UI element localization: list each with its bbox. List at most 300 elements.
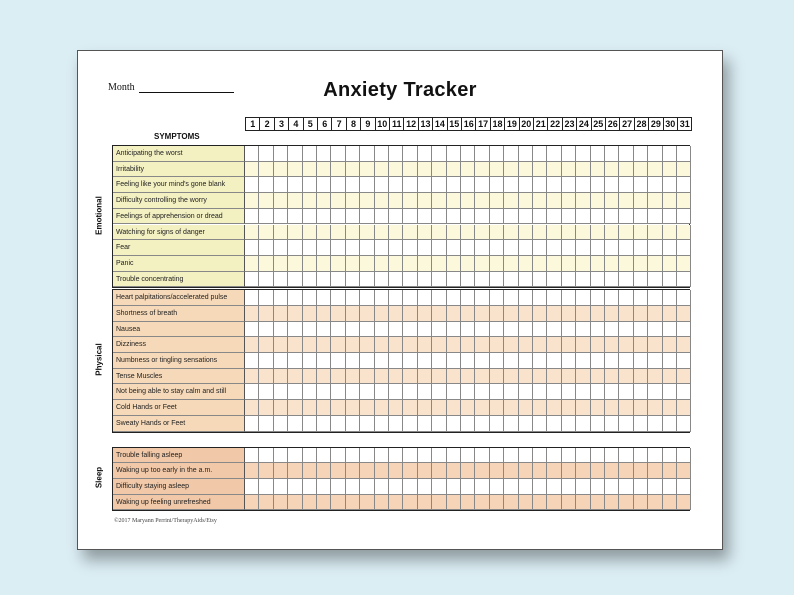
tracker-cell[interactable] <box>375 495 389 511</box>
tracker-cell[interactable] <box>432 225 446 241</box>
tracker-cell[interactable] <box>317 272 331 288</box>
tracker-cell[interactable] <box>605 240 619 256</box>
tracker-cell[interactable] <box>634 240 648 256</box>
tracker-cell[interactable] <box>634 146 648 162</box>
tracker-cell[interactable] <box>461 177 475 193</box>
tracker-cell[interactable] <box>288 448 302 464</box>
tracker-cell[interactable] <box>634 193 648 209</box>
tracker-cell[interactable] <box>576 384 590 400</box>
tracker-cell[interactable] <box>288 416 302 432</box>
tracker-cell[interactable] <box>605 306 619 322</box>
tracker-cell[interactable] <box>331 290 345 306</box>
tracker-cell[interactable] <box>331 463 345 479</box>
tracker-cell[interactable] <box>576 162 590 178</box>
tracker-cell[interactable] <box>317 495 331 511</box>
tracker-cell[interactable] <box>403 463 417 479</box>
tracker-cell[interactable] <box>331 209 345 225</box>
tracker-cell[interactable] <box>490 463 504 479</box>
tracker-cell[interactable] <box>475 193 489 209</box>
tracker-cell[interactable] <box>432 353 446 369</box>
tracker-cell[interactable] <box>360 146 374 162</box>
tracker-cell[interactable] <box>389 146 403 162</box>
tracker-cell[interactable] <box>245 479 259 495</box>
tracker-cell[interactable] <box>259 193 273 209</box>
tracker-cell[interactable] <box>447 384 461 400</box>
tracker-cell[interactable] <box>634 322 648 338</box>
tracker-cell[interactable] <box>346 416 360 432</box>
tracker-cell[interactable] <box>375 209 389 225</box>
tracker-cell[interactable] <box>447 448 461 464</box>
tracker-cell[interactable] <box>432 256 446 272</box>
tracker-cell[interactable] <box>648 416 662 432</box>
tracker-cell[interactable] <box>663 384 677 400</box>
tracker-cell[interactable] <box>490 272 504 288</box>
tracker-cell[interactable] <box>245 306 259 322</box>
tracker-cell[interactable] <box>533 225 547 241</box>
tracker-cell[interactable] <box>562 209 576 225</box>
tracker-cell[interactable] <box>331 256 345 272</box>
tracker-cell[interactable] <box>389 256 403 272</box>
tracker-cell[interactable] <box>634 256 648 272</box>
tracker-cell[interactable] <box>475 369 489 385</box>
tracker-cell[interactable] <box>648 353 662 369</box>
tracker-cell[interactable] <box>303 416 317 432</box>
tracker-cell[interactable] <box>533 448 547 464</box>
tracker-cell[interactable] <box>360 240 374 256</box>
tracker-cell[interactable] <box>288 225 302 241</box>
tracker-cell[interactable] <box>346 353 360 369</box>
tracker-cell[interactable] <box>562 225 576 241</box>
tracker-cell[interactable] <box>418 193 432 209</box>
tracker-cell[interactable] <box>490 416 504 432</box>
tracker-cell[interactable] <box>403 369 417 385</box>
tracker-cell[interactable] <box>418 337 432 353</box>
tracker-cell[interactable] <box>245 384 259 400</box>
tracker-cell[interactable] <box>432 400 446 416</box>
tracker-cell[interactable] <box>375 256 389 272</box>
tracker-cell[interactable] <box>648 193 662 209</box>
tracker-cell[interactable] <box>677 448 691 464</box>
tracker-cell[interactable] <box>389 290 403 306</box>
tracker-cell[interactable] <box>677 322 691 338</box>
tracker-cell[interactable] <box>375 240 389 256</box>
tracker-cell[interactable] <box>303 290 317 306</box>
tracker-cell[interactable] <box>591 272 605 288</box>
tracker-cell[interactable] <box>533 240 547 256</box>
tracker-cell[interactable] <box>619 146 633 162</box>
tracker-cell[interactable] <box>605 337 619 353</box>
tracker-cell[interactable] <box>303 495 317 511</box>
tracker-cell[interactable] <box>432 448 446 464</box>
tracker-cell[interactable] <box>317 337 331 353</box>
tracker-cell[interactable] <box>490 479 504 495</box>
tracker-cell[interactable] <box>461 225 475 241</box>
tracker-cell[interactable] <box>288 353 302 369</box>
tracker-cell[interactable] <box>346 400 360 416</box>
tracker-cell[interactable] <box>504 306 518 322</box>
tracker-cell[interactable] <box>533 416 547 432</box>
tracker-cell[interactable] <box>605 256 619 272</box>
tracker-cell[interactable] <box>576 240 590 256</box>
tracker-cell[interactable] <box>403 448 417 464</box>
tracker-cell[interactable] <box>648 337 662 353</box>
tracker-cell[interactable] <box>562 369 576 385</box>
tracker-cell[interactable] <box>389 479 403 495</box>
tracker-cell[interactable] <box>591 495 605 511</box>
tracker-cell[interactable] <box>375 290 389 306</box>
tracker-cell[interactable] <box>447 416 461 432</box>
tracker-cell[interactable] <box>245 256 259 272</box>
tracker-cell[interactable] <box>677 177 691 193</box>
tracker-cell[interactable] <box>504 322 518 338</box>
tracker-cell[interactable] <box>663 463 677 479</box>
tracker-cell[interactable] <box>389 384 403 400</box>
tracker-cell[interactable] <box>288 369 302 385</box>
tracker-cell[interactable] <box>317 209 331 225</box>
tracker-cell[interactable] <box>619 495 633 511</box>
tracker-cell[interactable] <box>447 400 461 416</box>
tracker-cell[interactable] <box>432 463 446 479</box>
tracker-cell[interactable] <box>605 400 619 416</box>
tracker-cell[interactable] <box>303 400 317 416</box>
tracker-cell[interactable] <box>519 256 533 272</box>
tracker-cell[interactable] <box>245 290 259 306</box>
tracker-cell[interactable] <box>346 495 360 511</box>
tracker-cell[interactable] <box>648 209 662 225</box>
tracker-cell[interactable] <box>303 209 317 225</box>
tracker-cell[interactable] <box>591 463 605 479</box>
tracker-cell[interactable] <box>490 400 504 416</box>
tracker-cell[interactable] <box>519 448 533 464</box>
tracker-cell[interactable] <box>519 400 533 416</box>
tracker-cell[interactable] <box>303 337 317 353</box>
tracker-cell[interactable] <box>418 353 432 369</box>
tracker-cell[interactable] <box>619 463 633 479</box>
tracker-cell[interactable] <box>447 479 461 495</box>
tracker-cell[interactable] <box>375 448 389 464</box>
tracker-cell[interactable] <box>447 272 461 288</box>
tracker-cell[interactable] <box>274 256 288 272</box>
tracker-cell[interactable] <box>259 495 273 511</box>
tracker-cell[interactable] <box>663 369 677 385</box>
tracker-cell[interactable] <box>317 353 331 369</box>
tracker-cell[interactable] <box>432 369 446 385</box>
tracker-cell[interactable] <box>360 290 374 306</box>
tracker-cell[interactable] <box>461 290 475 306</box>
tracker-cell[interactable] <box>663 400 677 416</box>
tracker-cell[interactable] <box>461 193 475 209</box>
tracker-cell[interactable] <box>403 400 417 416</box>
tracker-cell[interactable] <box>403 479 417 495</box>
tracker-cell[interactable] <box>605 290 619 306</box>
tracker-cell[interactable] <box>274 479 288 495</box>
tracker-cell[interactable] <box>346 146 360 162</box>
tracker-cell[interactable] <box>331 448 345 464</box>
tracker-cell[interactable] <box>403 353 417 369</box>
tracker-cell[interactable] <box>447 177 461 193</box>
tracker-cell[interactable] <box>274 306 288 322</box>
tracker-cell[interactable] <box>648 272 662 288</box>
tracker-cell[interactable] <box>447 369 461 385</box>
tracker-cell[interactable] <box>547 193 561 209</box>
tracker-cell[interactable] <box>619 256 633 272</box>
tracker-cell[interactable] <box>259 463 273 479</box>
tracker-cell[interactable] <box>259 369 273 385</box>
tracker-cell[interactable] <box>389 448 403 464</box>
tracker-cell[interactable] <box>576 146 590 162</box>
tracker-cell[interactable] <box>461 416 475 432</box>
tracker-cell[interactable] <box>591 240 605 256</box>
tracker-cell[interactable] <box>288 272 302 288</box>
tracker-cell[interactable] <box>504 225 518 241</box>
tracker-cell[interactable] <box>490 448 504 464</box>
tracker-cell[interactable] <box>619 479 633 495</box>
tracker-cell[interactable] <box>303 322 317 338</box>
tracker-cell[interactable] <box>274 448 288 464</box>
tracker-cell[interactable] <box>533 146 547 162</box>
tracker-cell[interactable] <box>331 225 345 241</box>
tracker-cell[interactable] <box>259 256 273 272</box>
tracker-cell[interactable] <box>648 322 662 338</box>
tracker-cell[interactable] <box>605 384 619 400</box>
tracker-cell[interactable] <box>389 240 403 256</box>
tracker-cell[interactable] <box>303 256 317 272</box>
tracker-cell[interactable] <box>461 272 475 288</box>
tracker-cell[interactable] <box>547 162 561 178</box>
tracker-cell[interactable] <box>677 225 691 241</box>
tracker-cell[interactable] <box>648 256 662 272</box>
tracker-cell[interactable] <box>591 416 605 432</box>
tracker-cell[interactable] <box>288 177 302 193</box>
tracker-cell[interactable] <box>274 146 288 162</box>
tracker-cell[interactable] <box>447 146 461 162</box>
tracker-cell[interactable] <box>648 225 662 241</box>
tracker-cell[interactable] <box>605 463 619 479</box>
tracker-cell[interactable] <box>346 384 360 400</box>
tracker-cell[interactable] <box>634 369 648 385</box>
tracker-cell[interactable] <box>418 162 432 178</box>
tracker-cell[interactable] <box>432 479 446 495</box>
tracker-cell[interactable] <box>461 400 475 416</box>
tracker-cell[interactable] <box>360 193 374 209</box>
tracker-cell[interactable] <box>346 177 360 193</box>
tracker-cell[interactable] <box>605 416 619 432</box>
tracker-cell[interactable] <box>677 353 691 369</box>
tracker-cell[interactable] <box>447 306 461 322</box>
tracker-cell[interactable] <box>331 177 345 193</box>
tracker-cell[interactable] <box>663 162 677 178</box>
tracker-cell[interactable] <box>403 322 417 338</box>
tracker-cell[interactable] <box>360 369 374 385</box>
tracker-cell[interactable] <box>547 225 561 241</box>
tracker-cell[interactable] <box>619 240 633 256</box>
tracker-cell[interactable] <box>245 225 259 241</box>
tracker-cell[interactable] <box>547 290 561 306</box>
tracker-cell[interactable] <box>317 463 331 479</box>
tracker-cell[interactable] <box>461 209 475 225</box>
tracker-cell[interactable] <box>418 256 432 272</box>
tracker-cell[interactable] <box>403 177 417 193</box>
tracker-cell[interactable] <box>475 225 489 241</box>
tracker-cell[interactable] <box>259 322 273 338</box>
tracker-cell[interactable] <box>519 272 533 288</box>
tracker-cell[interactable] <box>547 463 561 479</box>
tracker-cell[interactable] <box>591 384 605 400</box>
tracker-cell[interactable] <box>562 290 576 306</box>
tracker-cell[interactable] <box>591 209 605 225</box>
tracker-cell[interactable] <box>418 400 432 416</box>
tracker-cell[interactable] <box>619 369 633 385</box>
tracker-cell[interactable] <box>360 209 374 225</box>
tracker-cell[interactable] <box>562 306 576 322</box>
tracker-cell[interactable] <box>274 225 288 241</box>
tracker-cell[interactable] <box>360 177 374 193</box>
tracker-cell[interactable] <box>331 306 345 322</box>
tracker-cell[interactable] <box>547 353 561 369</box>
tracker-cell[interactable] <box>605 193 619 209</box>
tracker-cell[interactable] <box>461 369 475 385</box>
tracker-cell[interactable] <box>245 322 259 338</box>
tracker-cell[interactable] <box>418 177 432 193</box>
tracker-cell[interactable] <box>447 240 461 256</box>
tracker-cell[interactable] <box>461 256 475 272</box>
tracker-cell[interactable] <box>634 400 648 416</box>
tracker-cell[interactable] <box>547 384 561 400</box>
tracker-cell[interactable] <box>432 209 446 225</box>
tracker-cell[interactable] <box>403 146 417 162</box>
tracker-cell[interactable] <box>605 322 619 338</box>
tracker-cell[interactable] <box>418 290 432 306</box>
tracker-cell[interactable] <box>533 193 547 209</box>
tracker-cell[interactable] <box>432 337 446 353</box>
tracker-cell[interactable] <box>274 337 288 353</box>
tracker-cell[interactable] <box>475 384 489 400</box>
tracker-cell[interactable] <box>375 193 389 209</box>
tracker-cell[interactable] <box>303 272 317 288</box>
tracker-cell[interactable] <box>475 400 489 416</box>
tracker-cell[interactable] <box>490 337 504 353</box>
tracker-cell[interactable] <box>259 400 273 416</box>
tracker-cell[interactable] <box>504 240 518 256</box>
tracker-cell[interactable] <box>663 256 677 272</box>
tracker-cell[interactable] <box>389 495 403 511</box>
tracker-cell[interactable] <box>259 240 273 256</box>
tracker-cell[interactable] <box>533 322 547 338</box>
tracker-cell[interactable] <box>346 193 360 209</box>
tracker-cell[interactable] <box>418 240 432 256</box>
tracker-cell[interactable] <box>677 193 691 209</box>
tracker-cell[interactable] <box>562 337 576 353</box>
tracker-cell[interactable] <box>547 337 561 353</box>
tracker-cell[interactable] <box>591 306 605 322</box>
tracker-cell[interactable] <box>303 369 317 385</box>
tracker-cell[interactable] <box>317 177 331 193</box>
tracker-cell[interactable] <box>303 479 317 495</box>
tracker-cell[interactable] <box>533 495 547 511</box>
tracker-cell[interactable] <box>389 272 403 288</box>
tracker-cell[interactable] <box>519 146 533 162</box>
tracker-cell[interactable] <box>418 322 432 338</box>
tracker-cell[interactable] <box>648 463 662 479</box>
tracker-cell[interactable] <box>274 353 288 369</box>
tracker-cell[interactable] <box>533 337 547 353</box>
tracker-cell[interactable] <box>504 416 518 432</box>
tracker-cell[interactable] <box>360 225 374 241</box>
tracker-cell[interactable] <box>490 225 504 241</box>
tracker-cell[interactable] <box>403 384 417 400</box>
tracker-cell[interactable] <box>519 479 533 495</box>
tracker-cell[interactable] <box>576 400 590 416</box>
tracker-cell[interactable] <box>648 495 662 511</box>
tracker-cell[interactable] <box>447 162 461 178</box>
tracker-cell[interactable] <box>447 225 461 241</box>
tracker-cell[interactable] <box>663 240 677 256</box>
tracker-cell[interactable] <box>303 240 317 256</box>
tracker-cell[interactable] <box>317 256 331 272</box>
tracker-cell[interactable] <box>331 416 345 432</box>
tracker-cell[interactable] <box>346 256 360 272</box>
tracker-cell[interactable] <box>403 272 417 288</box>
tracker-cell[interactable] <box>303 146 317 162</box>
tracker-cell[interactable] <box>533 209 547 225</box>
tracker-cell[interactable] <box>576 479 590 495</box>
tracker-cell[interactable] <box>519 306 533 322</box>
tracker-cell[interactable] <box>519 240 533 256</box>
tracker-cell[interactable] <box>360 353 374 369</box>
tracker-cell[interactable] <box>475 209 489 225</box>
tracker-cell[interactable] <box>504 479 518 495</box>
tracker-cell[interactable] <box>677 209 691 225</box>
tracker-cell[interactable] <box>634 306 648 322</box>
tracker-cell[interactable] <box>648 479 662 495</box>
tracker-cell[interactable] <box>519 369 533 385</box>
tracker-cell[interactable] <box>490 384 504 400</box>
tracker-cell[interactable] <box>605 495 619 511</box>
tracker-cell[interactable] <box>432 272 446 288</box>
tracker-cell[interactable] <box>288 193 302 209</box>
tracker-cell[interactable] <box>490 290 504 306</box>
tracker-cell[interactable] <box>418 369 432 385</box>
tracker-cell[interactable] <box>432 416 446 432</box>
tracker-cell[interactable] <box>418 479 432 495</box>
tracker-cell[interactable] <box>461 146 475 162</box>
tracker-cell[interactable] <box>346 290 360 306</box>
tracker-cell[interactable] <box>619 337 633 353</box>
tracker-cell[interactable] <box>432 384 446 400</box>
tracker-cell[interactable] <box>360 306 374 322</box>
tracker-cell[interactable] <box>418 209 432 225</box>
tracker-cell[interactable] <box>591 225 605 241</box>
tracker-cell[interactable] <box>475 177 489 193</box>
tracker-cell[interactable] <box>447 463 461 479</box>
tracker-cell[interactable] <box>303 448 317 464</box>
tracker-cell[interactable] <box>245 448 259 464</box>
tracker-cell[interactable] <box>533 272 547 288</box>
tracker-cell[interactable] <box>288 384 302 400</box>
tracker-cell[interactable] <box>504 369 518 385</box>
tracker-cell[interactable] <box>288 240 302 256</box>
tracker-cell[interactable] <box>346 240 360 256</box>
tracker-cell[interactable] <box>331 369 345 385</box>
tracker-cell[interactable] <box>490 495 504 511</box>
tracker-cell[interactable] <box>461 448 475 464</box>
tracker-cell[interactable] <box>259 272 273 288</box>
tracker-cell[interactable] <box>547 177 561 193</box>
tracker-cell[interactable] <box>303 193 317 209</box>
tracker-cell[interactable] <box>346 369 360 385</box>
tracker-cell[interactable] <box>432 240 446 256</box>
tracker-cell[interactable] <box>432 290 446 306</box>
